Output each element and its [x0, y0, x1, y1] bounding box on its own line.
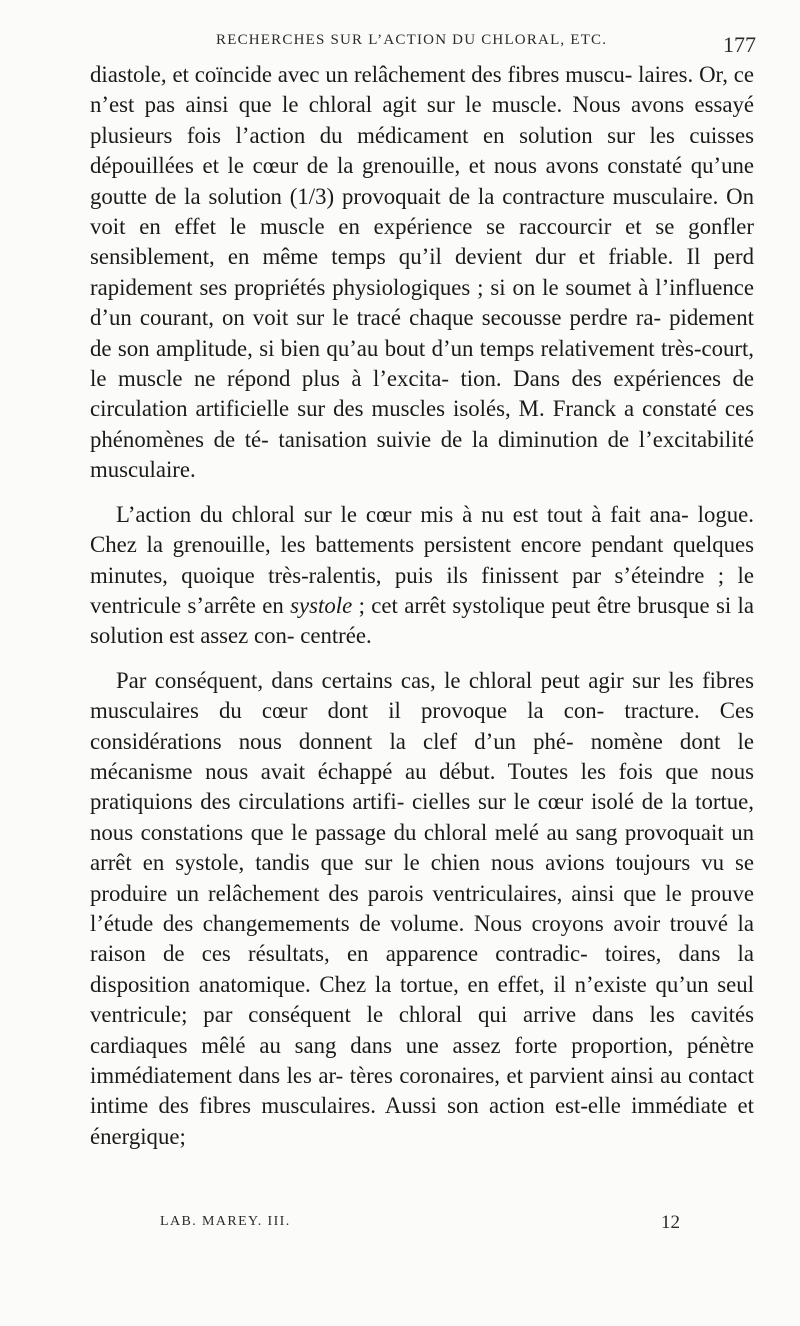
text-line: provoquait de la contracture musculaire. On voit en effet le [90, 183, 754, 240]
text-line: relâchement des parois ventriculaires, ainsi que le prouve [208, 880, 754, 906]
text-line: Par conséquent, dans certains cas, le chloral peut agir sur [116, 667, 660, 693]
text-line: pidement de son amplitude, si bien qu’au bout d’un temps [90, 305, 754, 361]
running-title: RECHERCHES SUR L’ACTION DU CHLORAL, ETC. [216, 32, 608, 48]
text-line: cielles sur le cœur isolé de la tortue, nous constations que le [90, 789, 755, 845]
text-line: laires. Or, ce n’est pas ainsi que le chloral agit sur le muscle. [90, 62, 754, 118]
text-line: les fibres musculaires du cœur dont il provoque la con- [90, 667, 754, 724]
text-line: musculaires. Aussi son action est-elle immédiate et énergique; [90, 1093, 754, 1149]
text-line: Nous avons essayé plusieurs fois l’action du médicament en [90, 92, 755, 148]
text-line: ses propriétés physiologiques ; si on le soumet à l’influence [199, 274, 754, 300]
text-line: passage du chloral melé au sang provoquait un arrêt en systole, [90, 819, 754, 876]
page-footer [160, 1212, 680, 1242]
text-line: toires, dans la disposition anatomique. Chez la tortue, en effet, [90, 941, 755, 997]
text-line: tères coronaires, et parvient ainsi au contact intime des fibres [90, 1063, 755, 1119]
signature-mark: LAB. MAREY. III. [160, 1214, 291, 1229]
text-line: tracture. Ces considérations nous donnent la clef d’un phé- [90, 698, 754, 754]
paragraph-2 [90, 500, 754, 652]
text-line: finissent par s’éteindre ; le ventricule s’arrête en [90, 562, 754, 618]
text-line: tandis que sur le chien nous avions toujours vu se produire un [90, 850, 754, 906]
text-line: Toutes les fois que nous pratiquions des circulations artifi- [90, 758, 754, 815]
text-line: diastole, et coïncide avec un relâchement des fibres muscu- [90, 62, 633, 87]
signature-number: 12 [661, 1212, 680, 1233]
text-line: nomène dont le mécanisme nous avait échappé au début. [90, 728, 754, 784]
text-line: et nous avons constaté qu’une goutte de la solution (1/3) [90, 153, 755, 209]
text-line: L’action du chloral sur le cœur mis à nu est tout à fait ana- [116, 501, 689, 527]
text-line: logue. Chez la grenouille, les battements persistent encore [90, 501, 754, 558]
text-line: tion. Dans des expériences de circulation artificielle sur des [90, 366, 754, 422]
text-line: tanisation suivie de la diminution de l’excitabilité musculaire. [90, 426, 754, 483]
paragraph-3 [90, 666, 754, 1153]
text-line: muscles isolés, M. Franck a constaté ces phénomènes de té- [90, 396, 755, 452]
text-line: muscle en expérience se raccourcir et se gonfler sensiblement, [90, 214, 755, 270]
text-line: d’un courant, on voit sur le tracé chaque secousse perdre ra- [90, 305, 662, 331]
text-line: pendant quelques minutes, quoique très-ralentis, puis ils [90, 532, 755, 588]
page-number: 177 [723, 32, 756, 57]
page-header [92, 28, 756, 58]
text-line: solution sur les cuisses dépouillées et le cœur de la grenouille, [90, 122, 754, 179]
text-line: assez forte proportion, pénètre immédiatement dans les ar- [90, 1032, 755, 1088]
text-line: l’étude des changemements de volume. Nous croyons avoir [90, 910, 661, 936]
text-line: centrée. [300, 623, 372, 649]
text-line: il n’existe qu’un seul ventricule; par conséquent le chloral [90, 971, 754, 1028]
text-line: en même temps qu’il devient dur et friable. Il perd rapidement [90, 244, 755, 300]
paragraph-1 [90, 60, 754, 486]
text-line: relativement très-court, le muscle ne répond plus à l’excita- [90, 335, 754, 392]
text-line: trouvé la raison de ces résultats, en apparence contradic- [90, 910, 754, 967]
italic-term: systole [290, 592, 353, 618]
text-line: arrêt systolique peut être brusque si la solution est assez con- [90, 592, 754, 649]
text-line: qui arrive dans les cavités cardiaques mêlé au sang dans une [90, 1002, 754, 1058]
body-text [90, 60, 754, 1152]
text-fragment: ; cet [352, 592, 398, 618]
